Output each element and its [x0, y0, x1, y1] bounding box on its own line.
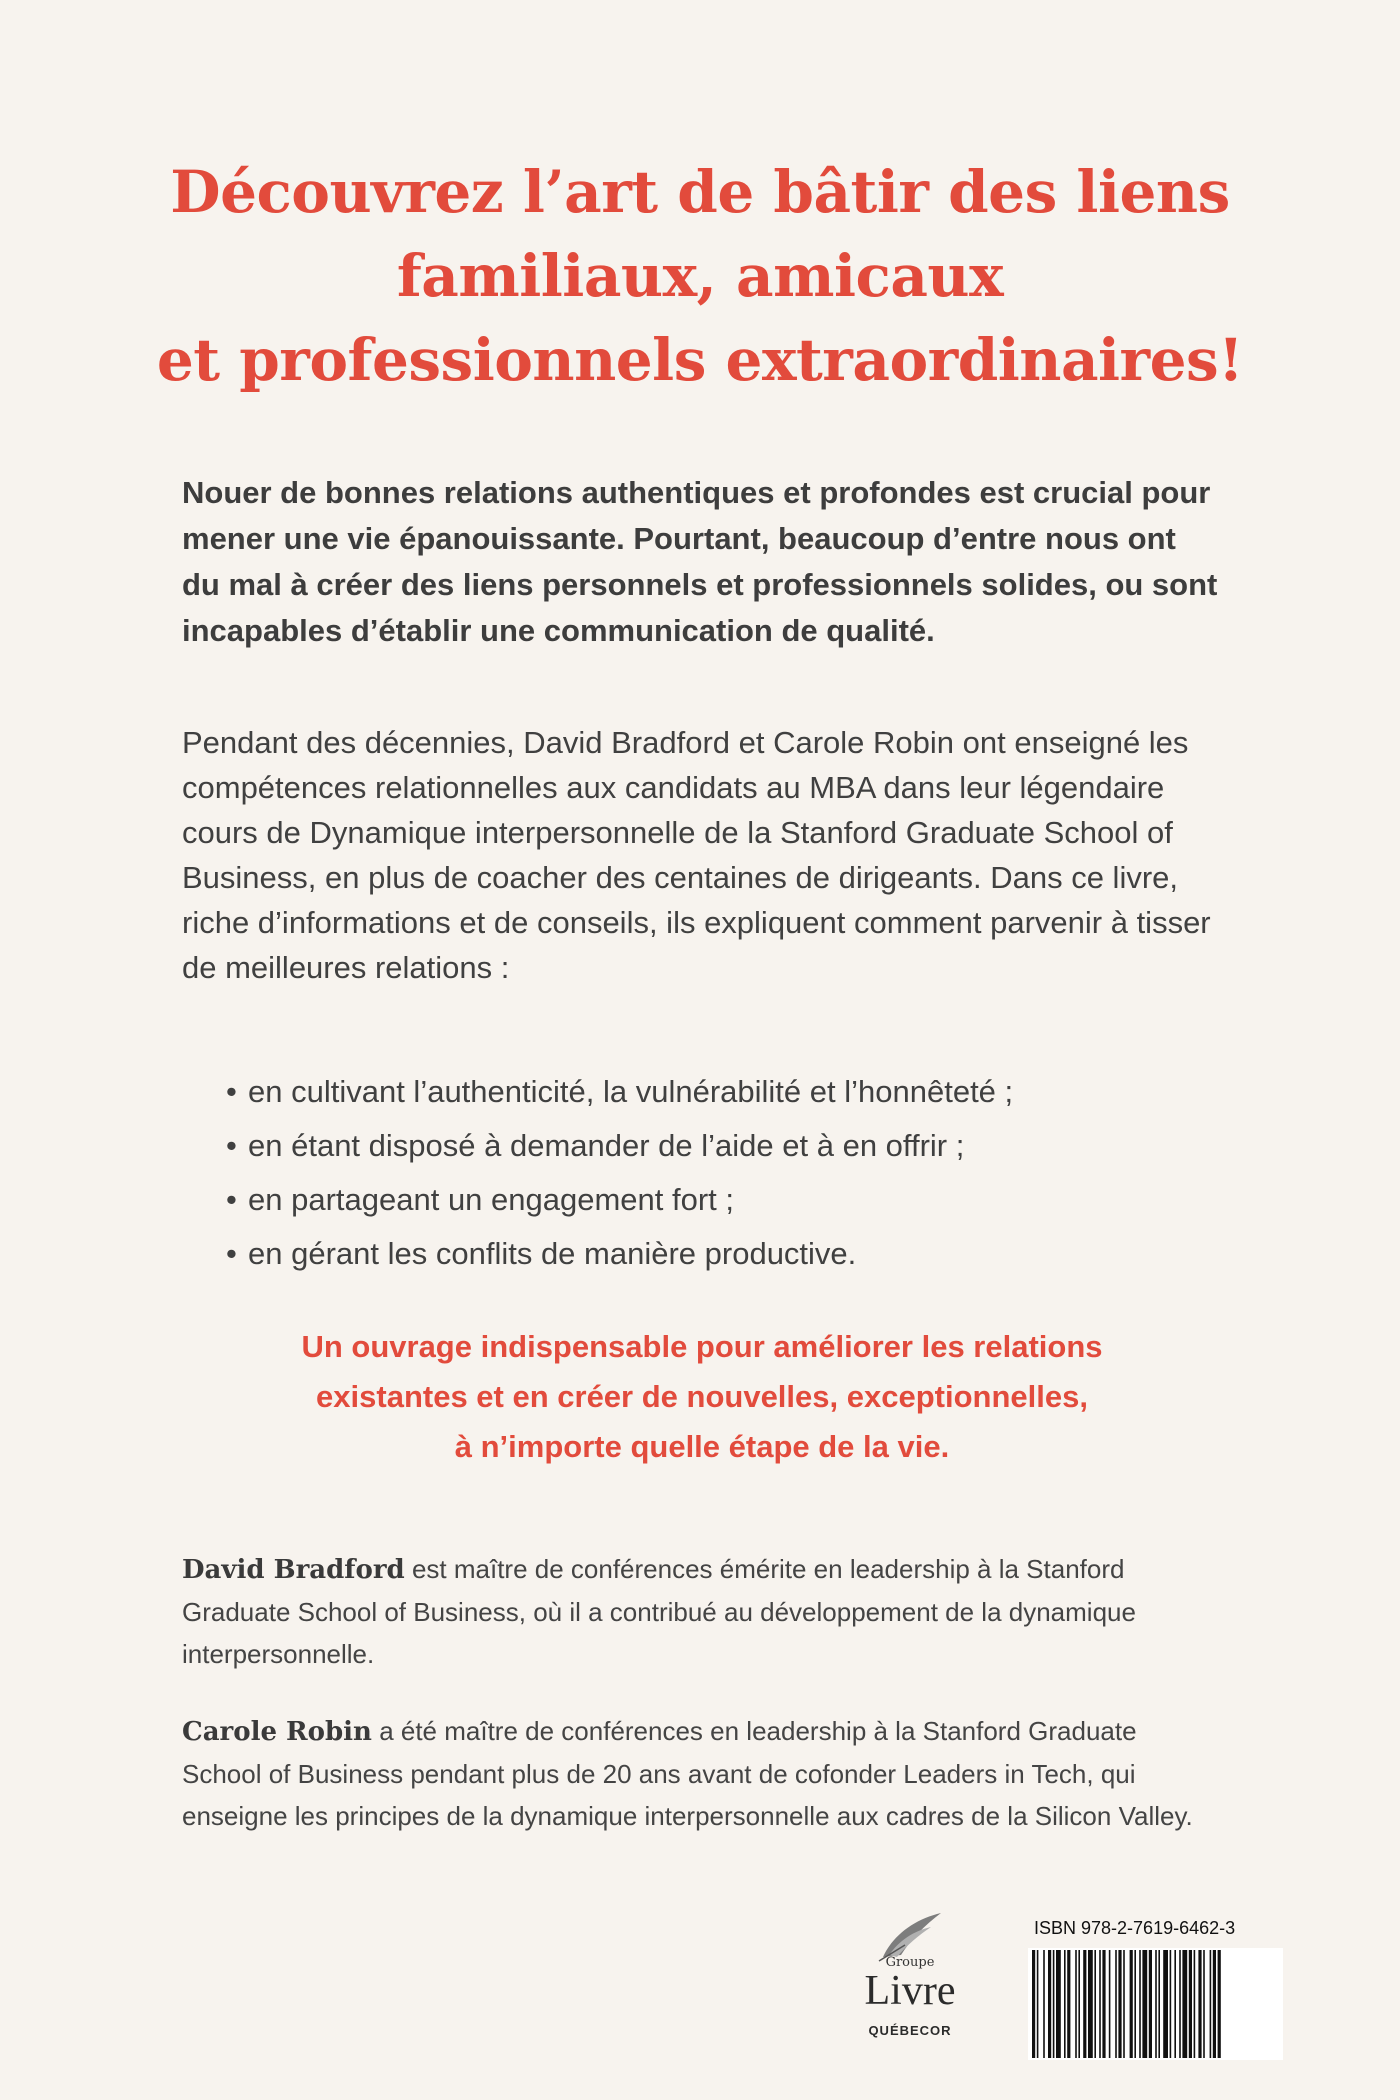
- author-bio-bradford: [182, 1548, 1222, 1675]
- barcode-bar: [1130, 1950, 1133, 2058]
- bullet-item: • en étant disposé à demander de l’aide et à en offrir ;: [248, 1119, 1228, 1173]
- headline-line-1: Découvrez l’art de bâtir des liens: [170, 158, 1230, 226]
- barcode-bar: [1048, 1950, 1051, 2058]
- barcode-bar: [1189, 1950, 1192, 2058]
- barcode-bar: [1083, 1950, 1086, 2058]
- author-bio-text: est maître de conférences émérite en leadership à la Stanford Graduate School of Business, où il a contribué au développement de la dynamique interpersonnelle.: [182, 1554, 1136, 1669]
- barcode-bar: [1142, 1950, 1147, 2058]
- author-bio-robin: [182, 1710, 1222, 1837]
- barcode-bar: [1056, 1950, 1061, 2058]
- headline: [140, 150, 1260, 402]
- author-bio-text: a été maître de conférences en leadership à la Stanford Graduate School of Business pendant plus de 20 ans avant de cofonder Leaders in Tech, qui enseigne les principes de la dynamique interpersonnelle aux cadres de la Silicon Valley.: [182, 1716, 1193, 1831]
- barcode-bar: [1179, 1950, 1181, 2058]
- publisher-livre: Livre: [864, 1968, 956, 2014]
- barcode-bar: [1139, 1950, 1141, 2058]
- barcode-bar: [1037, 1950, 1039, 2058]
- bullet-item: • en gérant les conflits de manière productive.: [248, 1227, 1228, 1281]
- intro-paragraph: Nouer de bonnes relations authentiques et profondes est crucial pour mener une vie épanouissante. Pourtant, beaucoup d’entre nous ont du mal à créer des liens personnels et professionnels solides, ou sont incapables d’établir une communication de qualité.: [182, 475, 1218, 648]
- barcode-bar: [1109, 1950, 1111, 2058]
- author-name: David Bradford: [182, 1555, 405, 1585]
- barcode-bar: [1170, 1950, 1172, 2058]
- barcode-bar: [1064, 1950, 1066, 2058]
- barcode-bar: [1182, 1950, 1187, 2058]
- barcode-bar: [1194, 1950, 1196, 2058]
- barcode-bar: [1067, 1950, 1070, 2058]
- isbn-text: ISBN 978-2-7619-6462-3: [1034, 1918, 1236, 1938]
- isbn-block: [1028, 1918, 1283, 2063]
- bullet-item: • en partageant un engagement fort ;: [248, 1173, 1228, 1227]
- body-paragraph: Pendant des décennies, David Bradford et Carole Robin ont enseigné les compétences relationnelles aux candidats au MBA dans leur légendaire cours de Dynamique interpersonnelle de la Stanford Graduate School of Business, en plus de coacher des centaines de dirigeants. Dans ce livre, riche d’informations et de conseils, ils expliquent comment parvenir à tisser de meilleures relations :: [182, 725, 1211, 985]
- callout-line-3: à n’importe quelle étape de la vie.: [454, 1429, 950, 1464]
- bullet-list: [248, 1065, 1228, 1281]
- barcode-bar: [1163, 1950, 1168, 2058]
- callout: [182, 1322, 1222, 1472]
- barcode-bar: [1094, 1950, 1096, 2058]
- barcode-bar: [1198, 1950, 1201, 2058]
- publisher-groupe: Groupe: [885, 1955, 935, 1970]
- barcode-bar: [1118, 1950, 1121, 2058]
- publisher-quebecor: QUÉBECOR: [868, 2023, 952, 2038]
- publisher-logo: [845, 1905, 975, 2065]
- barcode-bar: [1218, 1950, 1221, 2058]
- barcode: [1028, 1948, 1283, 2060]
- barcode-bar: [1134, 1950, 1136, 2058]
- barcode-bar: [1210, 1950, 1212, 2058]
- barcode-bar: [1075, 1950, 1077, 2058]
- barcode-bar: [1203, 1950, 1205, 2058]
- barcode-bar: [1088, 1950, 1093, 2058]
- barcode-bar: [1102, 1950, 1105, 2058]
- barcode-bar: [1053, 1950, 1055, 2058]
- barcode-bar: [1149, 1950, 1152, 2058]
- barcode-bar: [1115, 1950, 1117, 2058]
- headline-line-3: et professionnels extraordinaires!: [156, 326, 1244, 394]
- callout-line-2: existantes et en créer de nouvelles, exceptionnelles,: [316, 1379, 1088, 1414]
- barcode-bar: [1123, 1950, 1125, 2058]
- bullet-item: • en cultivant l’authenticité, la vulnérabilité et l’honnêteté ;: [248, 1065, 1228, 1119]
- barcode-bar: [1155, 1950, 1157, 2058]
- callout-line-1: Un ouvrage indispensable pour améliorer les relations: [301, 1329, 1103, 1364]
- headline-line-2: familiaux, amicaux: [396, 242, 1004, 310]
- barcode-bar: [1213, 1950, 1216, 2058]
- author-name: Carole Robin: [182, 1717, 372, 1747]
- barcode-bar: [1043, 1950, 1045, 2058]
- barcode-bar: [1078, 1950, 1080, 2058]
- barcode-bar: [1174, 1950, 1176, 2058]
- barcode-bar: [1158, 1950, 1160, 2058]
- barcode-bar: [1099, 1950, 1101, 2058]
- barcode-bar: [1032, 1950, 1035, 2058]
